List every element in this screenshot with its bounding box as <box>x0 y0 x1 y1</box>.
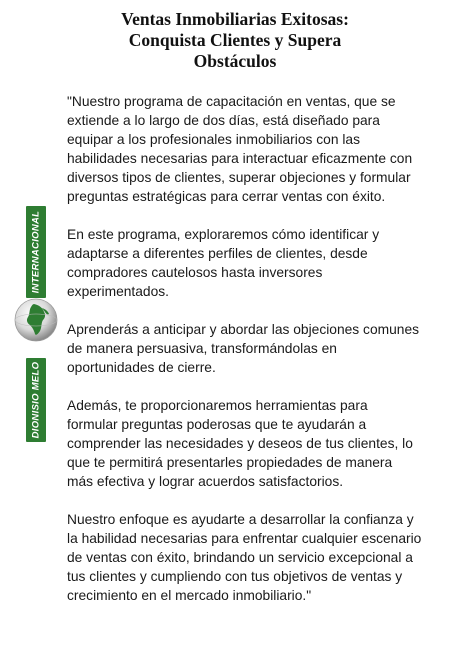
text-line: experimentados. <box>67 284 170 299</box>
brand-bottom-text: DIONISIO MELO <box>30 361 42 439</box>
title-line: Obstáculos <box>193 51 277 71</box>
text-line: tus clientes y cumpliendo con tus objetivos de ventas y <box>67 569 403 584</box>
title-line: Ventas Inmobiliarias Exitosas: <box>121 9 349 29</box>
paragraph <box>67 320 439 377</box>
globe-icon <box>12 296 60 344</box>
text-line: preguntas estratégicas para cerrar ventas con éxito. <box>67 189 386 204</box>
paragraph <box>67 92 439 206</box>
text-line: más efectiva y lograr acuerdos satisfactorios. <box>67 474 344 489</box>
brand-bar-top <box>26 206 46 298</box>
text-line: de ventas con éxito, brindando un servicio excepcional a <box>67 550 413 565</box>
paragraph <box>67 396 439 491</box>
text-line: "Nuestro programa de capacitación en ventas, que se <box>67 94 396 109</box>
text-line: extiende a lo largo de dos días, está diseñado para <box>67 113 380 128</box>
page-title <box>70 9 400 72</box>
text-line: Además, te proporcionaremos herramientas para <box>67 398 368 413</box>
text-line: diversos tipos de clientes, superar objeciones y formular <box>67 170 411 185</box>
brand-top-text: INTERNACIONAL <box>30 210 42 294</box>
text-line: oportunidades de cierre. <box>67 360 216 375</box>
text-line: habilidades necesarias para interactuar eficazmente con <box>67 151 413 166</box>
text-line: equipar a los profesionales inmobiliarios con las <box>67 132 360 147</box>
text-line: adaptarse a diferentes perfiles de clientes, desde <box>67 246 368 261</box>
text-line: compradores cautelosos hasta inversores <box>67 265 323 280</box>
brand-bar-bottom <box>26 358 46 442</box>
text-line: Aprenderás a anticipar y abordar las objeciones comunes <box>67 322 420 337</box>
text-line: En este programa, exploraremos cómo identificar y <box>67 227 380 242</box>
text-line: formular preguntas poderosas que te ayudarán a <box>67 417 367 432</box>
text-line: Nuestro enfoque es ayudarte a desarrollar la confianza y <box>67 512 414 527</box>
brand-logo <box>24 206 48 442</box>
text-line: de manera persuasiva, transformándolas en <box>67 341 337 356</box>
text-line: crecimiento en el mercado inmobiliario." <box>67 588 312 603</box>
body-text <box>67 92 439 624</box>
text-line: la habilidad necesarias para enfrentar cualquier escenario <box>67 531 422 546</box>
title-line: Conquista Clientes y Supera <box>128 30 342 50</box>
paragraph <box>67 510 439 605</box>
text-line: que te permitirá presentarles propiedades de manera <box>67 455 393 470</box>
text-line: comprender las necesidades y deseos de tus clientes, lo <box>67 436 413 451</box>
paragraph <box>67 225 439 301</box>
